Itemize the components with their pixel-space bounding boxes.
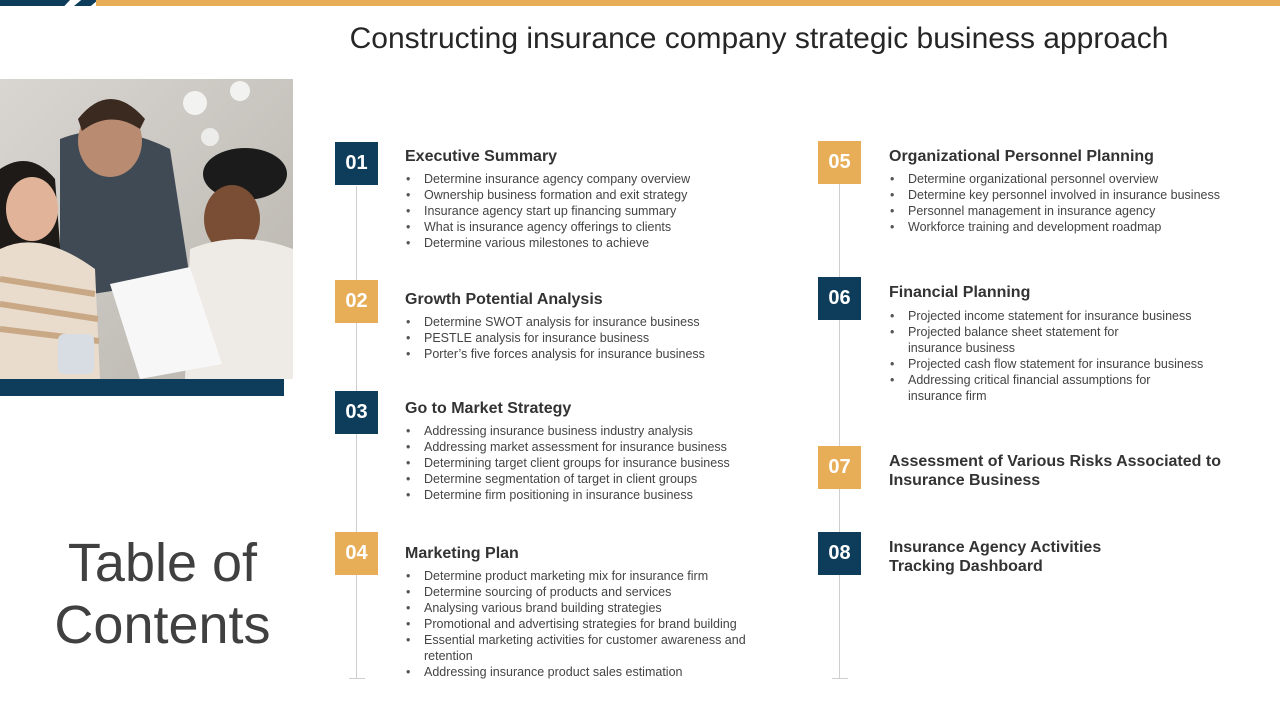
bullet-item: • Ownership business formation and exit strategy bbox=[405, 187, 690, 203]
bullet-item: • Determine various milestones to achieve bbox=[405, 235, 690, 251]
section-number-badge: 08 bbox=[818, 532, 861, 575]
bullet-item: • Analysing various brand building strategies bbox=[405, 600, 754, 616]
top-accent-stripe-navy bbox=[74, 0, 98, 6]
section-bullets bbox=[405, 314, 705, 362]
bullet-item: • Determine sourcing of products and services bbox=[405, 584, 754, 600]
section-title[interactable]: Go to Market Strategy bbox=[405, 400, 572, 417]
bullet-item: • Determine product marketing mix for insurance firm bbox=[405, 568, 754, 584]
section-bullets bbox=[889, 171, 1220, 235]
slide-title: Constructing insurance company strategic business approach bbox=[349, 22, 1169, 55]
bullet-item: • Projected income statement for insurance business bbox=[889, 308, 1203, 324]
photo-accent-bar bbox=[0, 379, 284, 396]
section-number-badge: 06 bbox=[818, 277, 861, 320]
section-number-badge: 05 bbox=[818, 141, 861, 184]
section-bullets bbox=[405, 423, 730, 503]
bullet-item: • Projected balance sheet statement for insurance business bbox=[889, 324, 1168, 356]
bullet-item: • Determine key personnel involved in insurance business bbox=[889, 187, 1220, 203]
bullet-item: • Addressing market assessment for insurance business bbox=[405, 439, 730, 455]
bullet-item: • PESTLE analysis for insurance business bbox=[405, 330, 705, 346]
left-timeline-end bbox=[349, 678, 365, 679]
section-number-badge: 02 bbox=[335, 280, 378, 323]
section-number-badge: 07 bbox=[818, 446, 861, 489]
bullet-item: • Determine organizational personnel overview bbox=[889, 171, 1220, 187]
section-title[interactable]: Assessment of Various Risks Associated to Insurance Business bbox=[889, 453, 1221, 489]
bullet-item: • Workforce training and development roadmap bbox=[889, 219, 1220, 235]
section-bullets bbox=[405, 171, 690, 251]
top-accent-bar-navy bbox=[0, 0, 70, 6]
table-of-contents-heading: Table of Contents bbox=[54, 533, 271, 655]
top-accent-bar-gold bbox=[96, 0, 1280, 6]
section-number-badge: 03 bbox=[335, 391, 378, 434]
bullet-item: • Determine SWOT analysis for insurance business bbox=[405, 314, 705, 330]
bullet-item: • What is insurance agency offerings to clients bbox=[405, 219, 690, 235]
section-title[interactable]: Financial Planning bbox=[889, 284, 1031, 301]
bullet-item: • Addressing insurance product sales estimation bbox=[405, 664, 754, 680]
bullet-item: • Determine insurance agency company overview bbox=[405, 171, 690, 187]
section-title[interactable]: Organizational Personnel Planning bbox=[889, 148, 1154, 165]
section-bullets bbox=[889, 308, 1203, 404]
section-bullets bbox=[405, 568, 754, 680]
section-title[interactable]: Growth Potential Analysis bbox=[405, 291, 603, 308]
bullet-item: • Determine segmentation of target in client groups bbox=[405, 471, 730, 487]
bullet-item: • Determine firm positioning in insurance business bbox=[405, 487, 730, 503]
bullet-item: • Personnel management in insurance agency bbox=[889, 203, 1220, 219]
bullet-item: • Porter’s five forces analysis for insurance business bbox=[405, 346, 705, 362]
bullet-item: • Insurance agency start up financing summary bbox=[405, 203, 690, 219]
section-number-badge: 04 bbox=[335, 532, 378, 575]
section-title[interactable]: Marketing Plan bbox=[405, 545, 519, 562]
bullet-item: • Determining target client groups for insurance business bbox=[405, 455, 730, 471]
section-title[interactable]: Insurance Agency Activities Tracking Dashboard bbox=[889, 539, 1102, 575]
bullet-item: • Essential marketing activities for customer awareness and retention bbox=[405, 632, 754, 664]
bullet-item: • Promotional and advertising strategies for brand building bbox=[405, 616, 754, 632]
right-timeline-end bbox=[832, 678, 848, 679]
bullet-item: • Projected cash flow statement for insurance business bbox=[889, 356, 1203, 372]
team-photo bbox=[0, 79, 293, 379]
right-timeline bbox=[839, 184, 840, 678]
section-title[interactable]: Executive Summary bbox=[405, 148, 558, 165]
section-number-badge: 01 bbox=[335, 142, 378, 185]
bullet-item: • Addressing critical financial assumptions for insurance firm bbox=[889, 372, 1193, 404]
bullet-item: • Addressing insurance business industry analysis bbox=[405, 423, 730, 439]
